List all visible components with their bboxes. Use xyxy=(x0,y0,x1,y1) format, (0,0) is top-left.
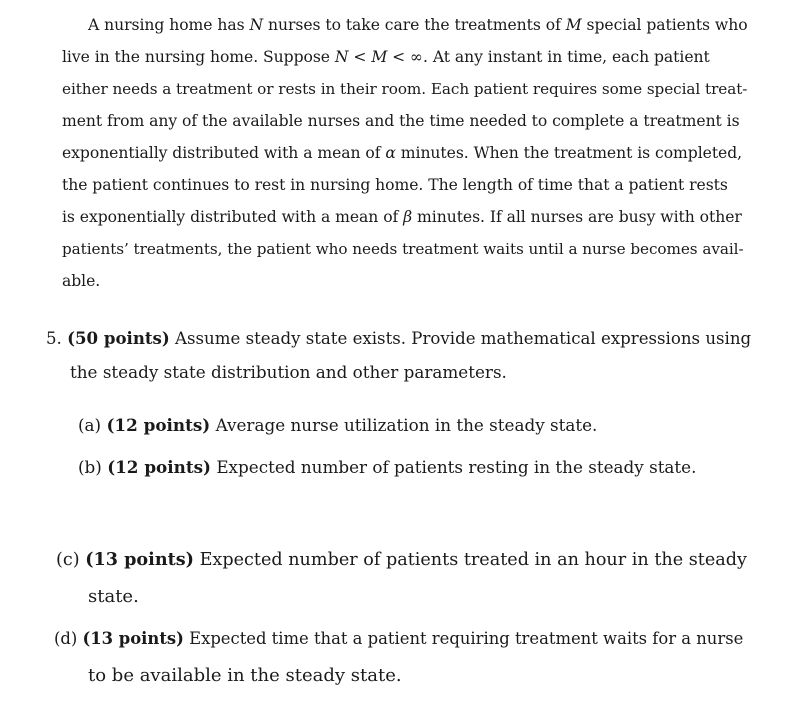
question-5-line-2: the steady state distribution and other parameters. xyxy=(70,362,507,382)
intro-line-2-post: . At any instant in time, each patient xyxy=(423,48,710,66)
part-d-text-1: Expected time that a patient requiring treatment waits for a nurse xyxy=(189,629,744,648)
intro-line-1 xyxy=(88,18,748,34)
intro-line-5-pre: exponentially distributed with a mean of xyxy=(62,144,386,162)
intro-line-6: the patient continues to rest in nursing home. The length of time that a patient rests xyxy=(62,176,728,194)
part-c-line-2: state. xyxy=(88,586,139,607)
part-a xyxy=(78,417,597,434)
intro-line-7-post: minutes. If all nurses are busy with other xyxy=(412,208,742,226)
intro-line-1-pre: A nursing home has xyxy=(88,16,250,34)
intro-line-2 xyxy=(62,50,710,66)
part-d-line-2: to be available in the steady state. xyxy=(88,665,402,686)
question-text-1: Assume steady state exists. Provide mathematical expressions using xyxy=(175,329,752,348)
intro-line-5-post: minutes. When the treatment is completed, xyxy=(395,144,743,162)
question-5-line-1 xyxy=(46,330,751,348)
inequality-math: N < M < ∞ xyxy=(334,48,424,66)
intro-line-1-mid: nurses to take care the treatments of xyxy=(263,16,566,34)
intro-line-4: ment from any of the available nurses and the time needed to complete a treatment is xyxy=(62,112,740,130)
var-alpha: α xyxy=(385,144,396,162)
part-b xyxy=(78,459,696,476)
part-b-label: (b) xyxy=(78,457,102,477)
intro-line-8: patients’ treatments, the patient who needs treatment waits until a nurse becomes avail- xyxy=(62,240,744,258)
part-d-points: (13 points) xyxy=(82,629,184,648)
question-points: (50 points) xyxy=(67,328,170,348)
part-b-text: Expected number of patients resting in the steady state. xyxy=(216,457,697,477)
intro-line-5 xyxy=(62,146,742,162)
part-d-line-1 xyxy=(54,631,743,647)
part-a-points: (12 points) xyxy=(106,415,211,435)
part-b-points: (12 points) xyxy=(107,457,211,477)
part-a-text: Average nurse utilization in the steady state. xyxy=(215,415,598,435)
var-m: M xyxy=(565,16,582,34)
intro-line-1-post: special patients who xyxy=(581,16,748,34)
part-d-label: (d) xyxy=(54,629,78,648)
intro-line-7 xyxy=(62,210,742,226)
var-n: N xyxy=(249,16,264,34)
part-a-label: (a) xyxy=(78,415,102,435)
var-beta: β xyxy=(403,208,413,226)
intro-line-7-pre: is exponentially distributed with a mean of xyxy=(62,208,404,226)
intro-line-2-pre: live in the nursing home. Suppose xyxy=(62,48,335,66)
question-number: 5. xyxy=(46,329,62,348)
intro-line-3: either needs a treatment or rests in their room. Each patient requires some special treat- xyxy=(62,80,748,98)
part-c-line-1 xyxy=(56,551,747,570)
part-c-label: (c) xyxy=(56,550,80,570)
part-c-text-1: Expected number of patients treated in an hour in the steady xyxy=(199,550,747,570)
part-c-points: (13 points) xyxy=(85,549,194,570)
intro-line-9: able. xyxy=(62,272,101,290)
